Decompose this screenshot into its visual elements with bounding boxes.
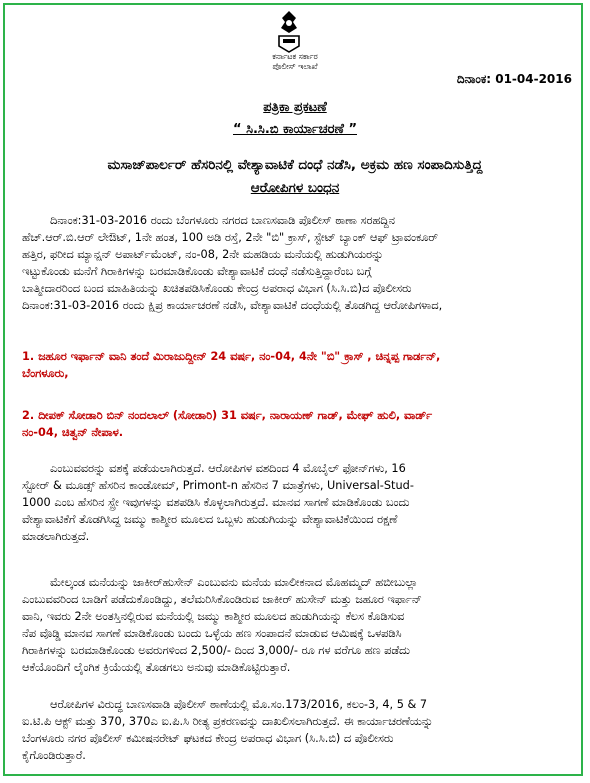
paragraph-line: ಗಿರಾಕಿಗಳನ್ನು ಬರಮಾಡಿಕೊಂಡು ಅವರುಗಳಿಂದ 2,500/- ದಿಂದ 3,000/- ರೂ ಗಳ ವರೆಗೂ ಹಣ ಪಡೆದು <box>22 644 410 657</box>
accused-1 <box>22 348 558 382</box>
paragraph-line: ಎಂಬುವವರಿಂದ ಬಾಡಿಗೆ ಪಡೆದುಕೊಂಡಿದ್ದು, ತಲೆಮರಿಸಿಕೊಂಡಿರುವ ಜಾಕೀರ್ ಹುಸೇನ್ ಮತ್ತು ಜಹೂರ ಇರ್ಫಾನ್ <box>22 593 422 606</box>
paragraph-line: ಐ.ಟಿ.ಪಿ ಆಕ್ಟ್ ಮತ್ತು 370, 370ಎ ಐ.ಪಿ.ಸಿ ರೀತ್ಯ ಪ್ರಕರಣವನ್ನು ದಾಖಲಿಸಲಾಗಿರುತ್ತದೆ. ಈ ಕಾರ್ಯಾಚರಣೆಯನ್ನು <box>22 715 434 728</box>
accused-line: ಬೆಂಗಳೂರು, <box>22 367 69 380</box>
paragraph-line: ವೇಶ್ಯಾವಾಟಿಕೆಗೆ ತೊಡಗಿಸಿದ್ದ ಜಮ್ಮು ಕಾಶ್ಮೀರ ಮೂಲದ ಒಬ್ಬಳು ಹುಡುಗಿಯನ್ನು ವೇಶ್ಯಾವಾಟಿಕೆಯಿಂದ ರಕ್ಷಣೆ <box>22 513 398 526</box>
government-emblem-icon <box>269 8 309 54</box>
paragraph-line: ದಿನಾಂಕ:31-03-2016 ರಂದು ಬೆಂಗಳೂರು ನಗರದ ಬಾಣಸವಾಡಿ ಪೊಲೀಸ್ ಠಾಣಾ ಸರಹದ್ದಿನ <box>50 214 395 227</box>
paragraph-line: ವಾನಿ, ಇವರು 2ನೇ ಅಂತಸ್ತಿನಲ್ಲಿರುವ ಮನೆಯಲ್ಲಿ ಜಮ್ಮು ಕಾಶ್ಮೀರ ಮೂಲದ ಹುಡುಗಿಯನ್ನು ಕೆಲಸ ಕೊಡಿಸುವ <box>22 610 405 623</box>
paragraph-line: ದಿನಾಂಕ:31-03-2016 ರಂದು ಕ್ಷಿಪ್ರ ಕಾರ್ಯಾಚರಣೆ ನಡೆಸಿ, ವೇಶ್ಯಾವಾಟಿಕೆ ದಂಧೆಯಲ್ಲಿ ತೊಡಗಿದ್ದ ಆರೋಪಿಗಳಾದ, <box>22 299 443 312</box>
press-subtitle: “ ಸಿ.ಸಿ.ಬಿ ಕಾರ್ಯಾಚರಣೆ ” <box>233 122 357 137</box>
paragraph-line: ಸ್ಟೋರ್ & ಮೂಡ್ಸ್ ಹೆಸರಿನ ಕಾಂಡೋಮ್, Primont-n ಹೆಸರಿನ 7 ಮಾತ್ರೆಗಳು, Universal-Stud- <box>22 479 414 492</box>
paragraph-line: ಬಾತ್ಮೀದಾರರಿಂದ ಬಂದ ಮಾಹಿತಿಯನ್ನು ಖಚಿತಪಡಿಸಿಕೊಂಡು ಕೇಂದ್ರ ಅಪರಾಧ ವಿಭಾಗ (ಸಿ.ಸಿ.ಬಿ)ದ ಪೊಲೀಸರು <box>22 282 412 295</box>
paragraph-line: ಇಟ್ಟುಕೊಂಡು ಮನೆಗೆ ಗಿರಾಕಿಗಳನ್ನು ಬರಮಾಡಿಕೊಂಡು ವೇಶ್ಯಾವಾಟಿಕೆ ದಂಧೆ ನಡೆಸುತ್ತಿದ್ದಾರೆಂಬ ಬಗ್ಗೆ <box>22 265 372 278</box>
accused-2 <box>22 407 558 441</box>
headline-line1: ಮಸಾಜ್‌ಪಾರ್ಲರ್ ಹೆಸರಿನಲ್ಲಿ ವೇಶ್ಯಾವಾಟಿಕೆ ದಂಧೆ ನಡೆಸಿ, ಅಕ್ರಮ ಹಣ ಸಂಪಾದಿಸುತ್ತಿದ್ದ <box>107 157 483 173</box>
paragraph-line: ಕೈಗೊಂಡಿರುತ್ತಾರೆ. <box>22 749 86 762</box>
accused-line: ನಂ-04, ಚಿತ್ವನ್ ನೇಪಾಳ. <box>22 426 124 439</box>
paragraph-line: ಮಾಡಲಾಗಿರುತ್ತದೆ. <box>22 530 90 543</box>
press-date: ದಿನಾಂಕ: 01-04-2016 <box>456 72 572 86</box>
paragraph-line: ಆರೋಪಿಗಳ ವಿರುದ್ಧ ಬಾಣಸವಾಡಿ ಪೊಲೀಸ್ ಠಾಣೆಯಲ್ಲಿ ಮೊ.ಸಂ.173/2016, ಕಲಂ-3, 4, 5 & 7 <box>50 698 428 711</box>
paragraph-line: ನೆಪ ವೊಡ್ಡಿ ಮಾನವ ಸಾಗಣೆ ಮಾಡಿಕೊಂಡು ಬಂದು ಒಳ್ಳೆಯ ಹಣ ಸಂಪಾದನೆ ಮಾಡುವ ಆಮಿಷಕ್ಕೆ ಒಳಪಡಿಸಿ <box>22 627 402 640</box>
press-release-title: ಪತ್ರಿಕಾ ಪ್ರಕಟಣೆ <box>263 100 327 115</box>
accused-line: 2. ದೀಪಕ್ ಸೋಡಾರಿ ಬಿನ್ ನಂದಲಾಲ್ (ಸೋಡಾರಿ) 31 ವರ್ಷ, ನಾರಾಯಣ್ ಗಾಡ್, ಮೇಘ್ ಹುಲಿ, ವಾರ್ಡ್ <box>22 409 432 422</box>
paragraph-line: ಹತ್ತಿರ, ಫರೀದ ಮ್ಯಾನ್ಷನ್ ಅಪಾರ್ಟ್‌ಮೆಂಟ್, ನಂ-08, 2ನೇ ಮಹಡಿಯ ಮನೆಯಲ್ಲಿ ಹುಡುಗಿಯರನ್ನು <box>22 248 384 261</box>
accused-line: 1. ಜಹೂರ ಇರ್ಫಾನ್ ವಾನಿ ತಂದೆ ಮಿರಾಜುದ್ದೀನ್ 24 ವರ್ಷ, ನಂ-04, 4ನೇ "ಬಿ" ಕ್ರಾಸ್ , ಚಿನ್ನಪ್ಪ ಗಾರ್ಡನ್, <box>22 350 441 363</box>
paragraph-line: ಮೇಲ್ಕಂಡ ಮನೆಯನ್ನು ಜಾಕೀರ್‌ಹುಸೇನ್ ಎಂಬುವನು ಮನೆಯ ಮಾಲೀಕನಾದ ಮೊಹಮ್ಮದ್ ಹಬೀಬುಲ್ಲಾ <box>50 576 418 589</box>
paragraph-2 <box>22 460 558 545</box>
department-line2: ಪೊಲೀಸ್ ಇಲಾಖೆ <box>272 62 318 71</box>
paragraph-line: ಹೆಚ್.ಆರ್.ಬಿ.ಆರ್ ಲೇಔಟ್, 1ನೇ ಹಂತ, 100 ಅಡಿ ರಸ್ತೆ, 2ನೇ "ಬಿ" ಕ್ರಾಸ್, ಸ್ಟೇಟ್ ಬ್ಯಾಂಕ್ ಆಫ್ ಟ್ರಾವಂಕೂರ್ <box>22 231 438 244</box>
paragraph-3 <box>22 574 558 676</box>
paragraph-line: 1000 ಎಂಬ ಹೆಸರಿನ ಸ್ಪ್ರೇ ಇವುಗಳನ್ನು ವಶಪಡಿಸಿ ಕೊಳ್ಳಲಾಗಿರುತ್ತದೆ. ಮಾನವ ಸಾಗಣೆ ಮಾಡಿಕೊಂಡು ಬಂದು <box>22 496 410 509</box>
paragraph-4 <box>22 696 558 764</box>
headline-line2: ಆರೋಪಿಗಳ ಬಂಧನ <box>250 180 340 196</box>
paragraph-line: ಎಂಬುವವರನ್ನು ವಶಕ್ಕೆ ಪಡೆಯಲಾಗಿರುತ್ತದೆ. ಆರೋಪಿಗಳ ವಶದಿಂದ 4 ಮೊಬೈಲ್ ಫೋನ್‌ಗಳು, 16 <box>50 462 406 475</box>
paragraph-line: ಬೆಂಗಳೂರು ನಗರ ಪೊಲೀಸ್ ಕಮೀಷನರೇಟ್ ಘಟಕದ ಕೇಂದ್ರ ಅಪರಾಧ ವಿಭಾಗ (ಸಿ.ಸಿ.ಬಿ) ದ ಪೊಲೀಸರು <box>22 732 394 745</box>
paragraph-1 <box>22 212 558 314</box>
paragraph-line: ಆಕೆಯೊಂದಿಗೆ ಲೈಂಗಿಕ ಕ್ರಿಯೆಯಲ್ಲಿ ತೊಡಗಲು ಅನುವು ಮಾಡಿಕೊಟ್ಟಿರುತ್ತಾರೆ. <box>22 661 291 674</box>
department-line1: ಕರ್ನಾಟಕ ಸರ್ಕಾರ <box>272 52 318 61</box>
